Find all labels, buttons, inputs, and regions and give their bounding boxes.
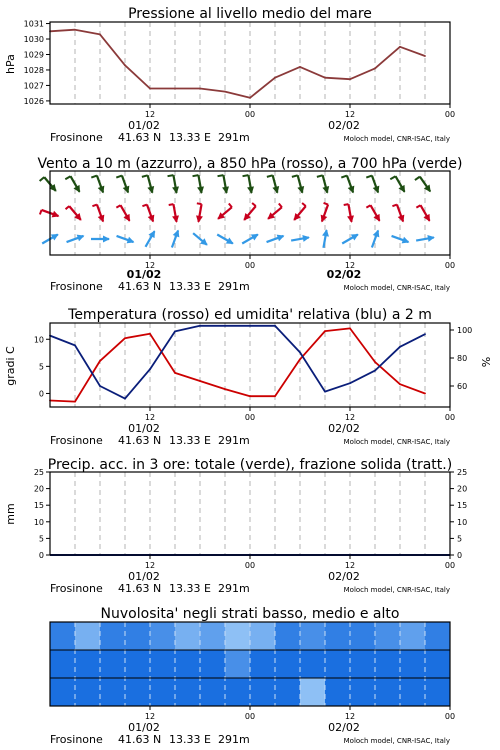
pressure-line-point — [174, 88, 176, 90]
wind-title: Vento a 10 m (azzurro), a 850 hPa (rosso), a 700 hPa (verde) — [37, 156, 463, 172]
wind-barb-700hPa — [65, 176, 80, 192]
pressure-line-point — [324, 77, 326, 79]
pressure-x-tick-label: 12 — [344, 110, 356, 119]
cloud-cell-medio — [75, 650, 101, 678]
pressure-y-label: hPa — [4, 54, 17, 74]
wind-x-tick-label: 12 — [144, 261, 156, 270]
clouds-panel — [50, 606, 455, 746]
temp-x-tick-label: 12 — [344, 413, 356, 422]
precip-date-label: 02/02 — [328, 570, 360, 583]
humidity-y-tick-label: 100 — [457, 326, 473, 335]
cloud-cell-basso — [250, 678, 276, 706]
clouds-title: Nuvolosita' negli strati basso, medio e alto — [100, 606, 400, 622]
humidity-line-point — [124, 398, 126, 400]
temp-credit: Moloch model, CNR-ISAC, Italy — [343, 438, 450, 446]
temperature-line-point — [274, 395, 276, 397]
clouds-longitude: 13.33 E — [169, 733, 211, 746]
wind-panel — [37, 156, 462, 293]
cloud-cell-medio — [300, 650, 326, 678]
temperature-line-point — [424, 393, 426, 395]
cloud-cell-alto — [250, 622, 276, 650]
cloud-cell-alto — [75, 622, 101, 650]
wind-barb-700hPa — [390, 176, 405, 192]
temperature-line-point — [249, 395, 251, 397]
cloud-cell-medio — [400, 650, 426, 678]
pressure-x-tick-label: 00 — [444, 110, 456, 119]
cloud-cell-basso — [100, 678, 126, 706]
cloud-cell-alto — [225, 622, 251, 650]
wind-barb-700hPa — [415, 177, 431, 193]
precip-y-tick-label: 15 — [33, 501, 44, 511]
wind-date-label: 02/02 — [326, 268, 362, 281]
pressure-line-point — [424, 55, 426, 57]
pressure-date-label: 02/02 — [328, 119, 360, 132]
humidity-line-point — [249, 325, 251, 327]
pressure-credit: Moloch model, CNR-ISAC, Italy — [343, 135, 450, 143]
temperature-line-point — [324, 330, 326, 332]
clouds-date-label: 01/02 — [128, 721, 160, 734]
wind-barb-850hPa — [116, 205, 130, 221]
precip-longitude: 13.33 E — [169, 582, 211, 595]
precip-x-tick-label: 00 — [444, 561, 456, 570]
humidity-line-point — [174, 331, 176, 333]
pressure-elevation: 291m — [218, 131, 250, 144]
cloud-cell-alto — [200, 622, 226, 650]
wind-barb-10m — [172, 230, 179, 248]
pressure-y-tick-label: 1028 — [23, 65, 44, 75]
temperature-line-point — [299, 358, 301, 360]
pressure-y-tick-label: 1030 — [23, 35, 44, 45]
humidity-line-point — [424, 333, 426, 335]
temperature-line-point — [124, 337, 126, 339]
cloud-cell-alto — [300, 622, 326, 650]
cloud-cell-medio — [175, 650, 201, 678]
wind-barb-700hPa — [193, 175, 204, 194]
cloud-cell-medio — [325, 650, 351, 678]
temperature-line-point — [99, 360, 101, 362]
humidity-line-point — [399, 346, 401, 348]
humidity-line-point — [99, 385, 101, 387]
temp-y-label: gradi C — [4, 346, 17, 386]
temp-date-label: 01/02 — [128, 422, 160, 435]
pressure-longitude: 13.33 E — [169, 131, 211, 144]
cloud-cell-basso — [225, 678, 251, 706]
wind-barb-700hPa — [40, 177, 57, 192]
wind-barb-850hPa — [366, 205, 380, 221]
cloud-cell-basso — [375, 678, 401, 706]
wind-barb-850hPa — [142, 205, 154, 223]
temp-latitude: 41.63 N — [118, 434, 162, 447]
wind-barb-700hPa — [91, 176, 104, 194]
precip-latitude: 41.63 N — [118, 582, 162, 595]
temperature-line-point — [374, 361, 376, 363]
precip-panel — [4, 457, 467, 595]
temp-y-tick-label: 0 — [38, 389, 44, 399]
wind-barb-850hPa — [66, 206, 82, 221]
wind-x-tick-label: 00 — [244, 261, 256, 270]
pressure-title: Pressione al livello medio del mare — [128, 6, 372, 22]
wind-barb-850hPa — [416, 205, 430, 221]
cloud-cell-alto — [50, 622, 76, 650]
precip-y-tick-label: 25 — [33, 468, 44, 477]
precip-credit: Moloch model, CNR-ISAC, Italy — [343, 586, 450, 594]
temperature-line-point — [349, 328, 351, 330]
precip-y-tick-label: 0 — [38, 551, 44, 560]
cloud-cell-basso — [350, 678, 376, 706]
cloud-cell-alto — [325, 622, 351, 650]
cloud-cell-basso — [175, 678, 201, 706]
humidity-y-tick-label: 80 — [457, 354, 468, 363]
cloud-cell-basso — [325, 678, 351, 706]
clouds-latitude: 41.63 N — [118, 733, 162, 746]
precip-elevation: 291m — [218, 582, 250, 595]
wind-elevation: 291m — [218, 280, 250, 293]
pressure-line-point — [224, 91, 226, 93]
precip-x-tick-label: 12 — [144, 561, 156, 570]
temp-x-tick-label: 00 — [444, 413, 456, 422]
pressure-y-tick-label: 1027 — [23, 81, 44, 91]
cloud-cell-medio — [375, 650, 401, 678]
humidity-line-point — [199, 325, 201, 327]
precip-y-tick-label: 20 — [33, 484, 44, 494]
wind-location: Frosinone — [50, 280, 103, 293]
clouds-x-tick-label: 00 — [444, 712, 456, 721]
temperature-line-point — [399, 383, 401, 385]
pressure-x-tick-label: 12 — [144, 110, 156, 119]
temp-longitude: 13.33 E — [169, 434, 211, 447]
wind-barb-700hPa — [142, 175, 154, 193]
pressure-line-point — [199, 88, 201, 90]
precip-location: Frosinone — [50, 582, 103, 595]
pressure-line-point — [149, 88, 151, 90]
pressure-line-point — [99, 33, 101, 35]
humidity-line-point — [274, 325, 276, 327]
pressure-panel — [4, 6, 455, 144]
humidity-line-point — [299, 352, 301, 354]
cloud-cell-medio — [125, 650, 151, 678]
wind-barb-700hPa — [341, 176, 354, 194]
humidity-line-point — [149, 368, 151, 370]
cloud-cell-medio — [425, 650, 451, 678]
cloud-cell-alto — [125, 622, 151, 650]
cloud-cell-basso — [275, 678, 301, 706]
pressure-y-tick-label: 1031 — [23, 19, 44, 29]
humidity-line-point — [374, 370, 376, 372]
wind-barb-10m — [322, 229, 329, 248]
cloud-cell-basso — [400, 678, 426, 706]
wind-barb-850hPa — [392, 205, 404, 223]
humidity-line-point — [324, 391, 326, 393]
cloud-cell-alto — [425, 622, 451, 650]
precip-x-tick-label: 12 — [344, 561, 356, 570]
wind-barb-700hPa — [218, 175, 229, 194]
temp-date-label: 02/02 — [328, 422, 360, 435]
cloud-cell-basso — [50, 678, 76, 706]
wind-barb-850hPa — [92, 205, 104, 223]
precip-y-tick-label: 5 — [38, 534, 44, 544]
precip-right-y-tick-label: 5 — [457, 534, 463, 544]
humidity-y-label: % — [480, 356, 493, 368]
precip-y-label: mm — [4, 503, 17, 525]
cloud-cell-alto — [400, 622, 426, 650]
cloud-cell-medio — [100, 650, 126, 678]
temp-x-tick-label: 00 — [244, 413, 256, 422]
cloud-cell-basso — [75, 678, 101, 706]
cloud-cell-basso — [300, 678, 326, 706]
cloud-cell-basso — [425, 678, 451, 706]
wind-x-tick-label: 00 — [444, 261, 456, 270]
temperature-line-point — [199, 380, 201, 382]
pressure-latitude: 41.63 N — [118, 131, 162, 144]
wind-barb-700hPa — [267, 175, 279, 193]
cloud-cell-medio — [225, 650, 251, 678]
cloud-cell-basso — [200, 678, 226, 706]
precip-right-y-tick-label: 10 — [457, 517, 468, 527]
cloud-cell-alto — [150, 622, 176, 650]
pressure-line-point — [299, 66, 301, 68]
wind-barb-700hPa — [292, 175, 304, 193]
clouds-x-tick-label: 12 — [144, 712, 156, 721]
temp-location: Frosinone — [50, 434, 103, 447]
wind-barb-850hPa — [321, 203, 328, 222]
precip-right-y-tick-label: 0 — [457, 551, 463, 560]
temp-title: Temperatura (rosso) ed umidita' relativa (blu) a 2 m — [68, 307, 432, 323]
wind-barb-700hPa — [243, 175, 254, 194]
wind-barb-700hPa — [168, 175, 179, 194]
cloud-cell-alto — [275, 622, 301, 650]
pressure-y-tick-label: 1026 — [23, 96, 44, 106]
cloud-cell-medio — [50, 650, 76, 678]
wind-date-label: 01/02 — [126, 268, 162, 281]
temperature-line-point — [149, 333, 151, 335]
humidity-line-point — [224, 325, 226, 327]
temp-y-tick-label: 10 — [33, 335, 44, 345]
clouds-credit: Moloch model, CNR-ISAC, Italy — [343, 737, 450, 745]
cloud-cell-medio — [150, 650, 176, 678]
clouds-x-tick-label: 12 — [344, 712, 356, 721]
wind-barb-850hPa — [169, 204, 179, 223]
precip-x-tick-label: 00 — [244, 561, 256, 570]
clouds-date-label: 02/02 — [328, 721, 360, 734]
precip-y-tick-label: 10 — [33, 517, 44, 527]
temp-elevation: 291m — [218, 434, 250, 447]
wind-latitude: 41.63 N — [118, 280, 162, 293]
pressure-location: Frosinone — [50, 131, 103, 144]
wind-barb-700hPa — [317, 175, 329, 193]
pressure-line-point — [374, 68, 376, 70]
pressure-line-point — [74, 29, 76, 31]
cloud-cell-basso — [150, 678, 176, 706]
pressure-line — [50, 30, 425, 98]
cloud-cell-medio — [350, 650, 376, 678]
temperature-line-point — [74, 401, 76, 403]
wind-barb-700hPa — [366, 176, 379, 194]
temperature-line — [50, 328, 425, 401]
cloud-cell-alto — [175, 622, 201, 650]
pressure-y-tick-label: 1029 — [23, 50, 44, 60]
temperature-line-point — [224, 388, 226, 390]
cloud-cell-basso — [125, 678, 151, 706]
temp-panel — [4, 307, 493, 447]
humidity-line — [50, 326, 425, 399]
cloud-cell-alto — [375, 622, 401, 650]
temp-x-tick-label: 12 — [144, 413, 156, 422]
precip-right-y-tick-label: 25 — [457, 468, 468, 477]
pressure-line-point — [274, 77, 276, 79]
pressure-line-point — [399, 46, 401, 48]
precip-title: Precip. acc. in 3 ore: totale (verde), frazione solida (tratt.) — [47, 457, 453, 473]
clouds-elevation: 291m — [218, 733, 250, 746]
precip-date-label: 01/02 — [128, 570, 160, 583]
precip-right-y-tick-label: 20 — [457, 484, 468, 494]
humidity-line-point — [349, 382, 351, 384]
cloud-cell-alto — [350, 622, 376, 650]
precip-right-y-tick-label: 15 — [457, 501, 468, 511]
clouds-location: Frosinone — [50, 733, 103, 746]
wind-x-tick-label: 12 — [344, 261, 356, 270]
wind-barb-850hPa — [344, 204, 354, 223]
cloud-cell-alto — [100, 622, 126, 650]
cloud-cell-medio — [200, 650, 226, 678]
pressure-line-point — [349, 78, 351, 80]
wind-credit: Moloch model, CNR-ISAC, Italy — [343, 284, 450, 292]
humidity-y-tick-label: 60 — [457, 382, 468, 391]
cloud-cell-medio — [275, 650, 301, 678]
pressure-line-point — [124, 64, 126, 66]
temperature-line-point — [174, 372, 176, 374]
pressure-x-tick-label: 00 — [244, 110, 256, 119]
temp-y-tick-label: 5 — [38, 362, 44, 372]
wind-barb-850hPa — [196, 203, 203, 223]
humidity-line-point — [74, 345, 76, 347]
wind-barb-700hPa — [116, 176, 129, 194]
clouds-x-tick-label: 00 — [244, 712, 256, 721]
pressure-line-point — [249, 97, 251, 99]
pressure-date-label: 01/02 — [128, 119, 160, 132]
cloud-cell-medio — [250, 650, 276, 678]
wind-longitude: 13.33 E — [169, 280, 211, 293]
wind-barb-10m — [372, 230, 379, 248]
